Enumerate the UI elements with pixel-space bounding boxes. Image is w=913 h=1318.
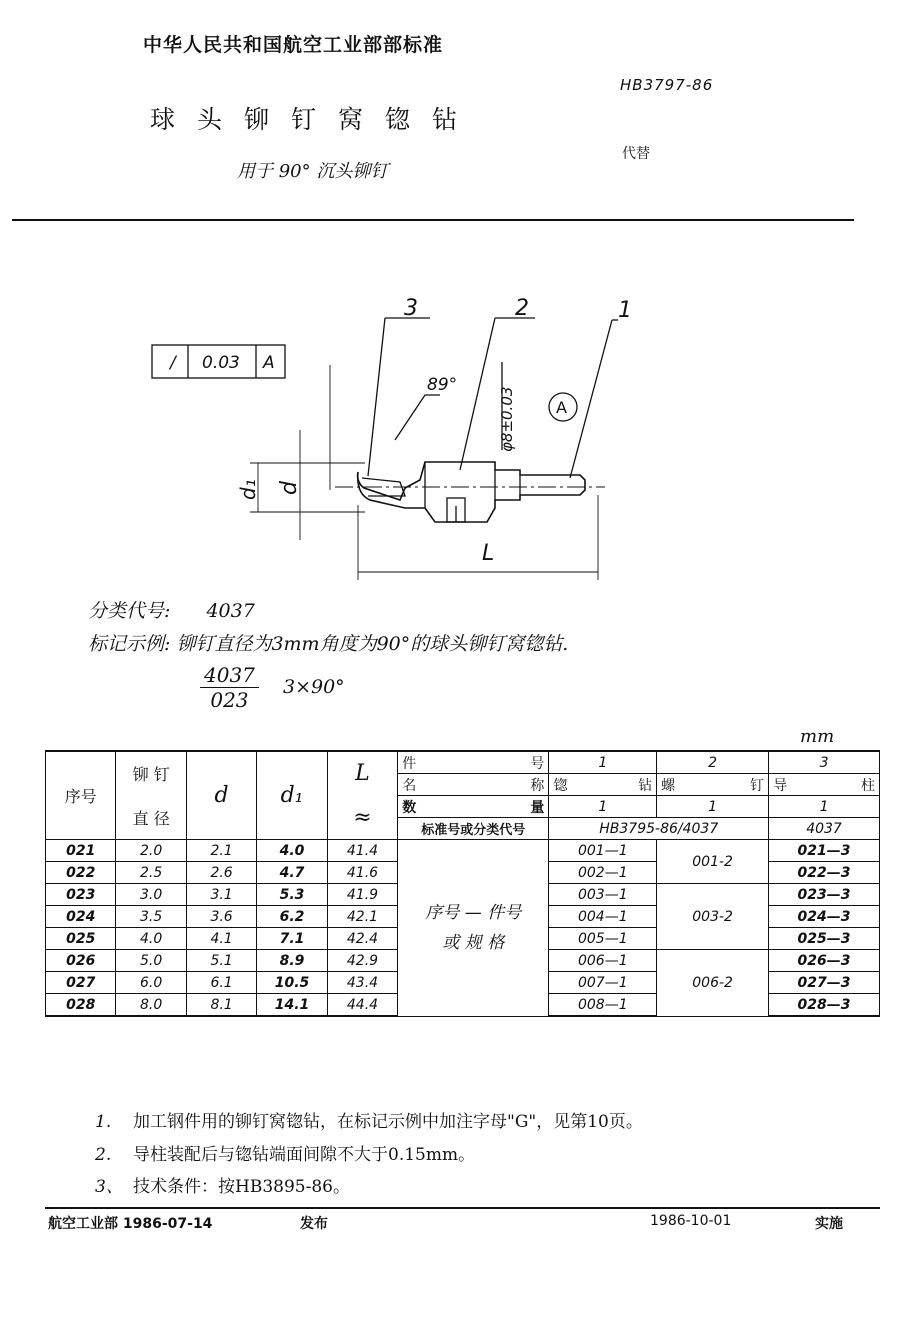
cell-d: 3.6 <box>186 906 256 928</box>
cell-L: 42.9 <box>327 950 397 972</box>
cell-d1: 14.1 <box>257 994 327 1017</box>
cell-part3: 028—3 <box>769 994 880 1017</box>
cell-L: 42.1 <box>327 906 397 928</box>
cell-part1: 008—1 <box>549 994 657 1017</box>
cell-dia: 6.0 <box>116 972 186 994</box>
part-name-2: 螺钉 <box>657 774 769 796</box>
cell-d1: 4.0 <box>257 840 327 862</box>
part-std-12: HB3795-86/4037 <box>549 818 769 840</box>
dim-L-label: L <box>482 541 495 566</box>
cell-dia: 2.0 <box>116 840 186 862</box>
merged-label-line2: 或 规 格 <box>442 932 505 953</box>
cell-dia: 8.0 <box>116 994 186 1017</box>
classification-value: 4037 <box>206 600 255 622</box>
merged-label-line1: 序号 — 件号 <box>425 902 522 923</box>
part-qty-1: 1 <box>549 796 657 818</box>
note-1 <box>95 1107 643 1132</box>
marking-denominator: 023 <box>210 688 249 712</box>
cell-d1: 8.9 <box>257 950 327 972</box>
header-divider <box>12 219 854 221</box>
cell-d: 3.1 <box>186 884 256 906</box>
document-subtitle: 用于 90° 沉头铆钉 <box>237 161 389 182</box>
cell-seq: 028 <box>46 994 116 1017</box>
header-L-approx: ≈ <box>327 796 397 840</box>
part-std-3: 4037 <box>769 818 880 840</box>
cell-seq: 022 <box>46 862 116 884</box>
merged-label <box>398 840 549 1017</box>
cell-d1: 4.7 <box>257 862 327 884</box>
cell-d1: 7.1 <box>257 928 327 950</box>
specification-table <box>45 750 880 1017</box>
note-3 <box>95 1172 350 1197</box>
header-qty: 数量 <box>398 796 549 818</box>
cell-part1: 003—1 <box>549 884 657 906</box>
header-name: 名称 <box>398 774 549 796</box>
header-L: L <box>327 751 397 796</box>
header-d: d <box>186 751 256 840</box>
cell-part1: 002—1 <box>549 862 657 884</box>
cell-seq: 024 <box>46 906 116 928</box>
header-rivet-bottom: 直 径 <box>116 796 186 840</box>
marking-text: 铆钉直径为3mm角度为90°的球头铆钉窝锪钻. <box>176 633 569 655</box>
cell-part1: 006—1 <box>549 950 657 972</box>
cell-part3: 021—3 <box>769 840 880 862</box>
callout-1: 1 <box>618 298 632 323</box>
note-number: 2. <box>95 1145 112 1165</box>
cell-d: 6.1 <box>186 972 256 994</box>
cell-L: 43.4 <box>327 972 397 994</box>
part-name-3: 导柱 <box>769 774 880 796</box>
part-no-2: 2 <box>657 751 769 774</box>
datum-letter: A <box>263 353 275 373</box>
cell-part2-group: 003-2 <box>657 884 769 950</box>
cell-dia: 3.5 <box>116 906 186 928</box>
part-qty-3: 1 <box>769 796 880 818</box>
classification-label: 分类代号: <box>88 600 171 622</box>
tool-drawing <box>140 290 632 590</box>
header-std: 标准号或分类代号 <box>398 818 549 840</box>
table-row <box>46 840 880 862</box>
cell-part3: 027—3 <box>769 972 880 994</box>
cell-d1: 10.5 <box>257 972 327 994</box>
standard-number: HB3797-86 <box>620 76 714 94</box>
note-text: 技术条件：按HB3895-86。 <box>133 1177 350 1197</box>
organization-heading: 中华人民共和国航空工业部部标准 <box>143 34 444 56</box>
cell-dia: 3.0 <box>116 884 186 906</box>
footer-divider <box>45 1207 880 1209</box>
cell-part2-group: 001-2 <box>657 840 769 884</box>
cell-d: 4.1 <box>186 928 256 950</box>
marking-label: 标记示例: <box>88 633 171 655</box>
part-name-1: 锪钻 <box>549 774 657 796</box>
cell-L: 42.4 <box>327 928 397 950</box>
diameter-dim-label: φ8±0.03 <box>498 386 516 452</box>
cell-part3: 025—3 <box>769 928 880 950</box>
note-text: 导柱装配后与锪钻端面间隙不大于0.15mm。 <box>133 1145 476 1165</box>
cell-d: 8.1 <box>186 994 256 1017</box>
cell-part1: 007—1 <box>549 972 657 994</box>
cell-part3: 024—3 <box>769 906 880 928</box>
tolerance-value: 0.03 <box>202 353 240 373</box>
header-d1: d₁ <box>257 751 327 840</box>
cell-dia: 4.0 <box>116 928 186 950</box>
dim-d1-label: d₁ <box>236 479 260 500</box>
replaces-label: 代替 <box>622 146 650 162</box>
header-seq: 序号 <box>46 751 116 840</box>
cell-d1: 6.2 <box>257 906 327 928</box>
cell-seq: 026 <box>46 950 116 972</box>
note-text: 加工钢件用的铆钉窝锪钻，在标记示例中加注字母"G"，见第10页。 <box>133 1112 643 1132</box>
cell-L: 41.9 <box>327 884 397 906</box>
cell-part2-group: 006-2 <box>657 950 769 1017</box>
footer-issue-label: 发布 <box>300 1216 328 1232</box>
callout-3: 3 <box>404 296 418 321</box>
classification-line <box>88 596 255 623</box>
callout-2: 2 <box>515 296 529 321</box>
marking-line <box>88 629 568 656</box>
header-part-no: 件号 <box>398 751 549 774</box>
marking-numerator: 4037 <box>200 663 259 688</box>
cell-seq: 025 <box>46 928 116 950</box>
cell-seq: 027 <box>46 972 116 994</box>
cell-part3: 026—3 <box>769 950 880 972</box>
note-number: 1. <box>95 1112 112 1132</box>
note-2 <box>95 1140 475 1165</box>
marking-spec: 3×90° <box>283 676 345 698</box>
cell-seq: 023 <box>46 884 116 906</box>
cell-d: 2.1 <box>186 840 256 862</box>
angle-label: 89° <box>427 375 458 395</box>
footer-issuer: 航空工业部 1986-07-14 <box>48 1216 213 1232</box>
cell-L: 41.4 <box>327 840 397 862</box>
table-unit: mm <box>800 726 835 747</box>
marking-fraction <box>200 663 259 712</box>
cell-part1: 001—1 <box>549 840 657 862</box>
cell-seq: 021 <box>46 840 116 862</box>
cell-dia: 2.5 <box>116 862 186 884</box>
part-no-1: 1 <box>549 751 657 774</box>
cell-part3: 023—3 <box>769 884 880 906</box>
cell-d: 5.1 <box>186 950 256 972</box>
tolerance-symbol: / <box>170 353 176 373</box>
cell-d1: 5.3 <box>257 884 327 906</box>
cell-part1: 004—1 <box>549 906 657 928</box>
cell-L: 44.4 <box>327 994 397 1017</box>
datum-circle-label: A <box>556 398 567 417</box>
dim-d-label: d <box>277 481 302 495</box>
document-title: 球头铆钉窝锪钻 <box>150 105 480 134</box>
cell-dia: 5.0 <box>116 950 186 972</box>
cell-part3: 022—3 <box>769 862 880 884</box>
part-qty-2: 1 <box>657 796 769 818</box>
footer-effective-label: 实施 <box>815 1216 843 1232</box>
cell-L: 41.6 <box>327 862 397 884</box>
cell-d: 2.6 <box>186 862 256 884</box>
part-no-3: 3 <box>769 751 880 774</box>
header-rivet-top: 铆 钉 <box>116 751 186 796</box>
note-number: 3、 <box>95 1177 123 1197</box>
cell-part1: 005—1 <box>549 928 657 950</box>
footer-effective-date: 1986-10-01 <box>650 1213 732 1229</box>
